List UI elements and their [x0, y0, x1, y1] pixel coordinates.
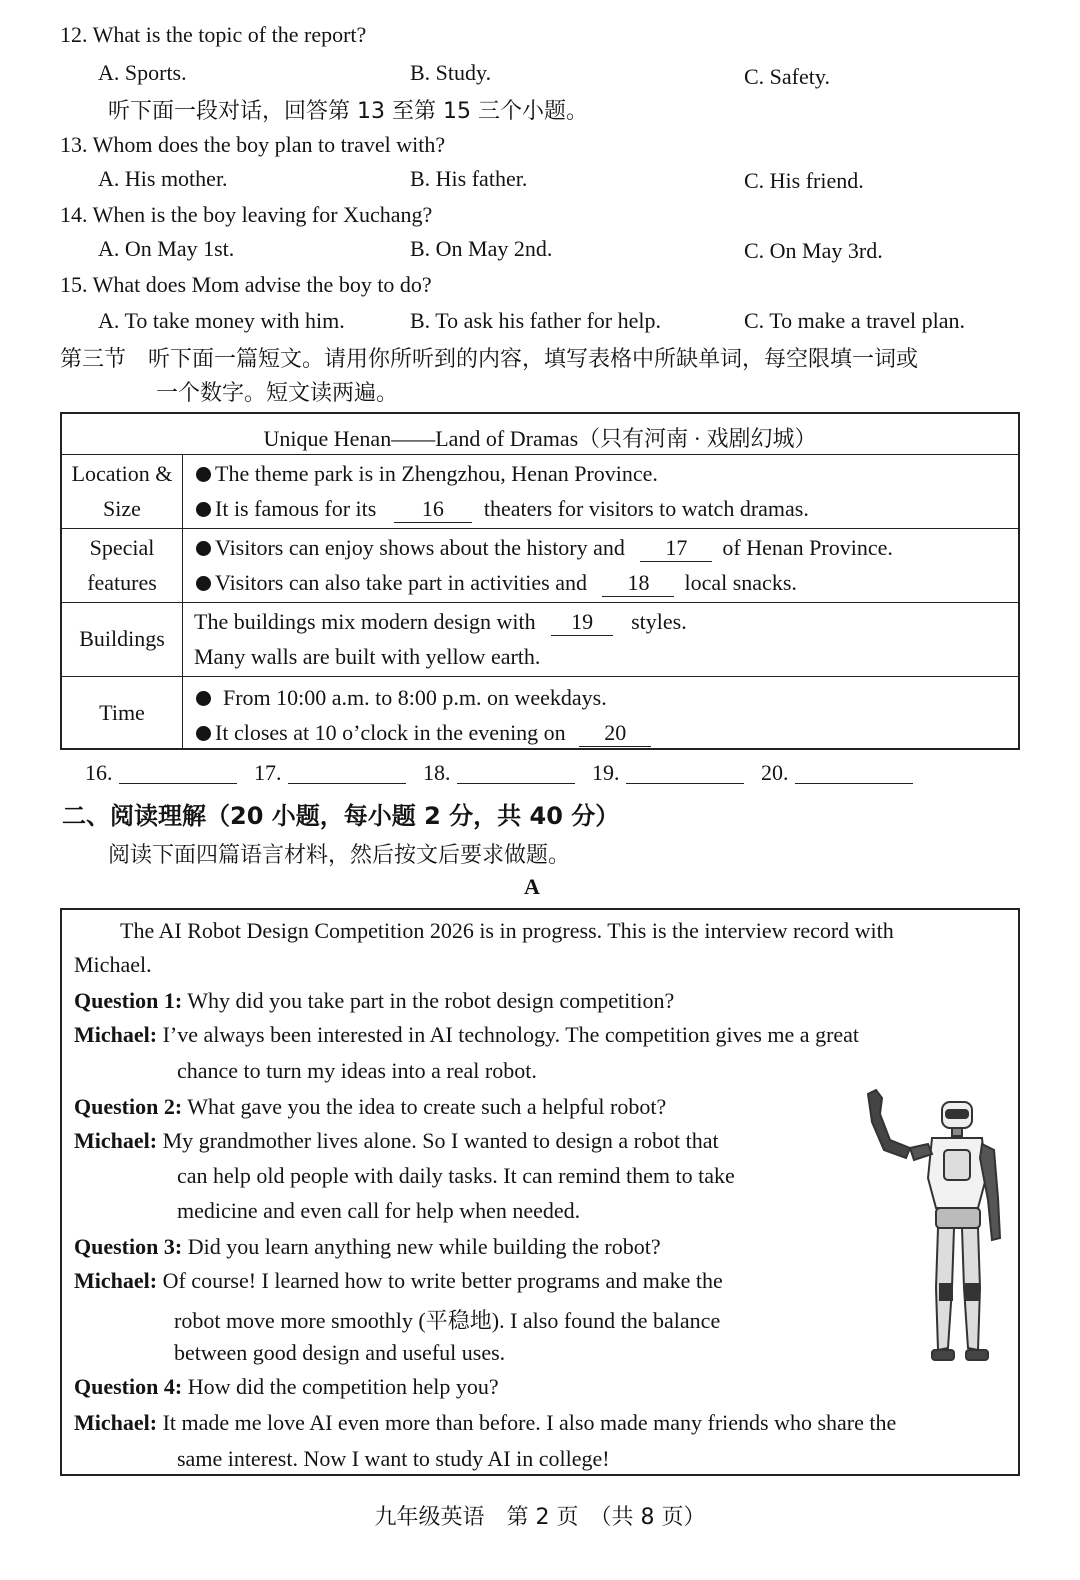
q13-option-a: A. His mother.	[98, 166, 228, 191]
robot-illustration	[862, 1088, 1012, 1370]
intro-line1: The AI Robot Design Competition 2026 is in progress. This is the interview record with	[120, 918, 894, 943]
q13-option-c: C. His friend.	[744, 168, 864, 193]
question-2	[74, 1094, 666, 1120]
row-label-location-line1: Location &	[71, 461, 173, 486]
speaker-label: Michael:	[74, 1128, 158, 1153]
instruction-13-15: 听下面一段对话，回答第 13 至第 15 三个小题。	[108, 99, 588, 124]
answer-text: It made me love AI even more than before. I also made many friends who share the	[162, 1410, 897, 1435]
q13-option-b: B. His father.	[410, 166, 528, 191]
special-text-1-post: of Henan Province.	[722, 535, 893, 560]
q15-stem: 15. What does Mom advise the boy to do?	[60, 272, 432, 297]
passage-a-box	[60, 908, 1020, 1476]
blank-17[interactable]: 17	[640, 535, 712, 562]
speaker-label: Michael:	[74, 1268, 158, 1293]
question-text: Did you learn anything new while building the robot?	[187, 1234, 661, 1259]
answer-label-17: 17.	[254, 760, 282, 785]
q15-option-c: C. To make a travel plan.	[744, 308, 966, 333]
answer-4-line2: same interest. Now I want to study AI in college!	[177, 1446, 610, 1471]
question-text: What gave you the idea to create such a helpful robot?	[187, 1094, 667, 1119]
answer-3-line3: between good design and useful uses.	[174, 1340, 506, 1365]
row-label-special-line1: Special	[89, 535, 155, 560]
q12-option-a: A. Sports.	[98, 60, 187, 85]
question-text: How did the competition help you?	[187, 1374, 499, 1399]
speaker-label: Michael:	[74, 1410, 158, 1435]
table-divider	[62, 602, 1018, 603]
answer-label-20: 20.	[761, 760, 789, 785]
answer-line-18[interactable]	[457, 763, 575, 784]
buildings-text-2: Many walls are built with yellow earth.	[194, 644, 541, 669]
blank-16[interactable]: 16	[394, 496, 472, 523]
special-text-1-pre: Visitors can enjoy shows about the history and	[215, 535, 625, 560]
q15-option-a: A. To take money with him.	[98, 308, 345, 333]
answer-line-16[interactable]	[119, 763, 237, 784]
question-4	[74, 1374, 499, 1400]
answer-label-18: 18.	[423, 760, 451, 785]
table-divider	[62, 454, 1018, 455]
row-location-line2	[196, 496, 809, 523]
row-label-location-line2: Size	[103, 496, 141, 521]
special-text-2-pre: Visitors can also take part in activities and	[215, 570, 587, 595]
time-text-2-pre: It closes at 10 o’clock in the evening on	[215, 720, 566, 745]
blank-20[interactable]: 20	[579, 720, 651, 747]
answer-1-line2: chance to turn my ideas into a real robot.	[177, 1058, 537, 1083]
answer-label-16: 16.	[85, 760, 113, 785]
bullet-icon	[196, 541, 211, 556]
answer-text: My grandmother lives alone. So I wanted to design a robot that	[162, 1128, 719, 1153]
question-text: Why did you take part in the robot design competition?	[187, 988, 675, 1013]
bullet-icon	[196, 467, 211, 482]
answer-3-line1	[74, 1268, 723, 1294]
intro-line2: Michael.	[74, 952, 152, 977]
question-label: Question 3:	[74, 1234, 183, 1259]
q12-stem: 12. What is the topic of the report?	[60, 22, 367, 47]
answer-line-20[interactable]	[795, 763, 913, 784]
question-label: Question 4:	[74, 1374, 183, 1399]
row-label-special-line2: features	[87, 570, 157, 595]
row-label-time: Time	[99, 700, 145, 725]
question-label: Question 2:	[74, 1094, 183, 1119]
q15-option-b: B. To ask his father for help.	[410, 308, 662, 333]
blank-19[interactable]: 19	[551, 609, 613, 636]
table-title-text: Unique Henan——Land of Dramas（只有河南 · 戏剧幻城）	[263, 426, 817, 451]
answer-2-line3: medicine and even call for help when needed.	[177, 1198, 581, 1223]
answer-2-line1	[74, 1128, 719, 1154]
table-divider	[62, 528, 1018, 529]
answer-3-line2: robot move more smoothly (平稳地). I also found the balance	[174, 1308, 721, 1333]
location-text-1: The theme park is in Zhengzhou, Henan Province.	[215, 461, 658, 486]
answer-line-17[interactable]	[288, 763, 406, 784]
location-text-2-pre: It is famous for its	[215, 496, 377, 521]
q14-option-c: C. On May 3rd.	[744, 238, 883, 263]
answer-1-line1	[74, 1022, 859, 1048]
q14-stem: 14. When is the boy leaving for Xuchang?	[60, 202, 433, 227]
question-1	[74, 988, 674, 1014]
section3-instruction-line1: 第三节 听下面一篇短文。请用你所听到的内容，填写表格中所缺单词，每空限填一词或	[60, 347, 919, 372]
q12-option-b: B. Study.	[410, 60, 492, 85]
bullet-icon	[196, 576, 211, 591]
buildings-text-1-post: styles.	[631, 609, 687, 634]
row-time-line1	[196, 685, 607, 711]
row-buildings-line1	[194, 609, 687, 636]
answer-2-line2: can help old people with daily tasks. It can remind them to take	[177, 1163, 735, 1188]
answer-text: I’ve always been interested in AI technology. The competition gives me a great	[162, 1022, 860, 1047]
table-column-divider	[182, 454, 183, 748]
q14-option-a: A. On May 1st.	[98, 236, 235, 261]
bullet-icon	[196, 726, 211, 741]
reading-instruction: 阅读下面四篇语言材料，然后按文后要求做题。	[108, 843, 571, 868]
table-divider	[62, 676, 1018, 677]
reading-section-title: 二、阅读理解（20 小题，每小题 2 分，共 40 分）	[62, 802, 620, 830]
bullet-icon	[196, 502, 211, 517]
buildings-text-1-pre: The buildings mix modern design with	[194, 609, 536, 634]
answer-blanks-row	[85, 760, 925, 786]
q14-option-b: B. On May 2nd.	[410, 236, 553, 261]
speaker-label: Michael:	[74, 1022, 158, 1047]
q13-stem: 13. Whom does the boy plan to travel with?	[60, 132, 446, 157]
blank-18[interactable]: 18	[602, 570, 674, 597]
answer-4-line1	[74, 1410, 896, 1436]
answer-label-19: 19.	[592, 760, 620, 785]
row-special-line2	[196, 570, 797, 597]
page-footer: 九年级英语 第 2 页 （共 8 页）	[374, 1505, 706, 1530]
q12-option-c: C. Safety.	[744, 64, 830, 89]
row-special-line1	[196, 535, 893, 562]
question-3	[74, 1234, 661, 1260]
table-title	[62, 422, 1018, 453]
fill-in-table	[60, 412, 1020, 750]
bullet-icon	[196, 691, 211, 706]
section3-instruction-line2: 一个数字。短文读两遍。	[156, 381, 399, 406]
time-text-1: From 10:00 a.m. to 8:00 p.m. on weekdays.	[223, 685, 607, 710]
row-location-line1	[196, 461, 658, 487]
question-label: Question 1:	[74, 988, 183, 1013]
location-text-2-post: theaters for visitors to watch dramas.	[483, 496, 809, 521]
row-time-line2	[196, 720, 659, 747]
answer-text: Of course! I learned how to write better programs and make the	[162, 1268, 723, 1293]
special-text-2-post: local snacks.	[684, 570, 797, 595]
row-label-buildings: Buildings	[79, 626, 165, 651]
answer-line-19[interactable]	[626, 763, 744, 784]
passage-label: A	[524, 874, 540, 899]
